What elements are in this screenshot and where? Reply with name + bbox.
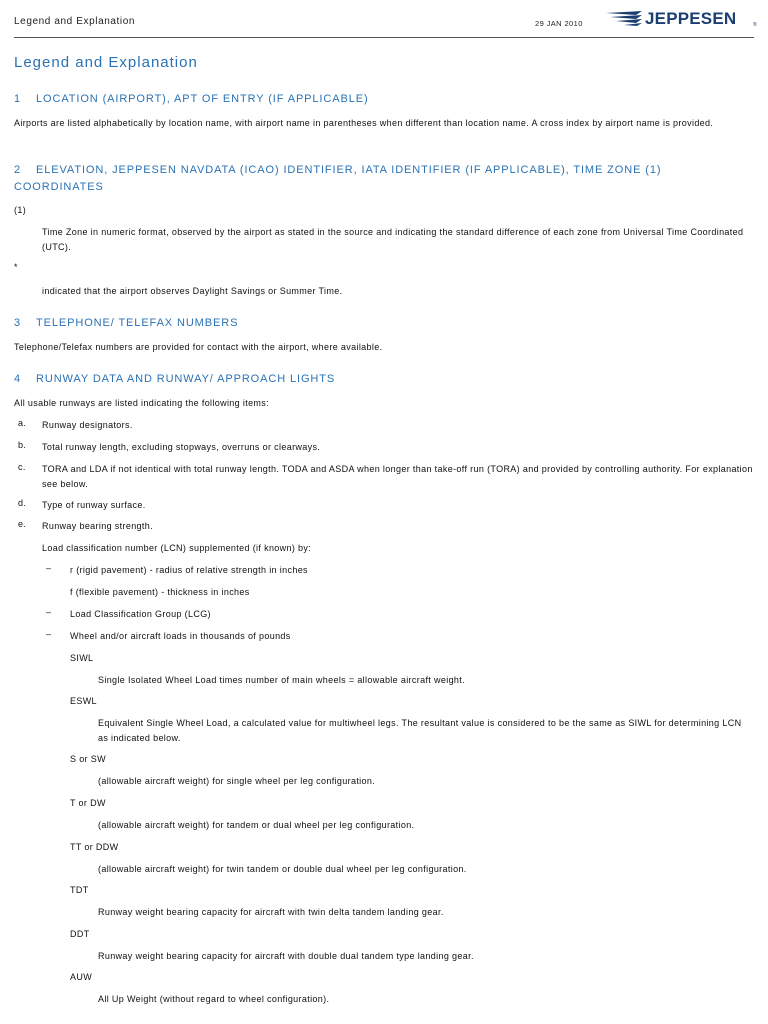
header-title: Legend and Explanation — [14, 16, 136, 27]
definition-term: DDT — [70, 929, 90, 939]
definition-term: ESWL — [70, 696, 97, 706]
section-heading-text: TELEPHONE/ TELEFAX NUMBERS — [36, 317, 239, 329]
rigid-pavement-item: r (rigid pavement) - radius of relative strength in inches — [70, 565, 308, 575]
time-zone-label: (1) — [14, 205, 27, 215]
section-2-heading — [14, 162, 754, 196]
definition-description: (allowable aircraft weight) for tandem or dual wheel per leg configuration. — [98, 820, 415, 830]
wheel-loads-item: Wheel and/or aircraft loads in thousands of pounds — [70, 631, 291, 641]
definition-term: SIWL — [70, 653, 94, 663]
list-item: Type of runway surface. — [42, 500, 146, 510]
runway-intro: All usable runways are listed indicating the following items: — [14, 398, 269, 408]
definition-description: Equivalent Single Wheel Load, a calculated value for multiwheel legs. The resultant value is considered to be the same as SIWL for determining LCN as indicated below. — [98, 718, 742, 743]
flexible-pavement-item: f (flexible pavement) - thickness in inches — [70, 587, 250, 597]
list-marker: c. — [18, 462, 26, 472]
definition-description: Runway weight bearing capacity for aircraft with twin delta tandem landing gear. — [98, 907, 444, 917]
section-1-heading — [14, 91, 754, 108]
section-3-body: Telephone/Telefax numbers are provided for contact with the airport, where available. — [14, 342, 383, 352]
section-number: 1 — [14, 93, 22, 105]
dst-label: * — [14, 262, 18, 272]
lcn-intro: Load classification number (LCN) supplemented (if known) by: — [42, 543, 312, 553]
section-number: 4 — [14, 373, 22, 385]
definition-description: (allowable aircraft weight) for single wheel per leg configuration. — [98, 776, 376, 786]
definition-term: AUW — [70, 972, 93, 982]
list-item: Total runway length, excluding stopways, overruns or clearways. — [42, 442, 321, 452]
definition-term: T or DW — [70, 798, 106, 808]
time-zone-description: Time Zone in numeric format, observed by the airport as stated in the source and indicating the standard difference of each zone from Universal Time Coordinated (UTC). — [42, 227, 744, 252]
dash-marker: – — [46, 629, 52, 639]
section-number: 2 — [14, 164, 22, 176]
section-3-heading — [14, 315, 754, 332]
section-1-body: Airports are listed alphabetically by location name, with airport name in parentheses when different than location name. A cross index by airport name is provided. — [14, 118, 714, 128]
section-4-heading — [14, 371, 754, 388]
definition-description: All Up Weight (without regard to wheel configuration). — [98, 994, 330, 1004]
dash-marker: – — [46, 607, 52, 617]
list-item: Runway designators. — [42, 420, 133, 430]
definition-description: Runway weight bearing capacity for aircraft with double dual tandem type landing gear. — [98, 951, 474, 961]
section-heading-text: LOCATION (AIRPORT), APT OF ENTRY (IF APPLICABLE) — [36, 93, 369, 105]
definition-term: S or SW — [70, 754, 106, 764]
brand-name: JEPPESEN — [645, 9, 737, 28]
lcg-item: Load Classification Group (LCG) — [70, 609, 211, 619]
definition-term: TDT — [70, 885, 89, 895]
dst-description: indicated that the airport observes Daylight Savings or Summer Time. — [42, 286, 343, 296]
list-item: Runway bearing strength. — [42, 521, 153, 531]
section-number: 3 — [14, 317, 22, 329]
header-date: 29 JAN 2010 — [535, 19, 583, 28]
dash-marker: – — [46, 563, 52, 573]
list-marker: b. — [18, 440, 27, 450]
section-heading-text: ELEVATION, JEPPESEN NAVDATA (ICAO) IDENTIFIER, IATA IDENTIFIER (IF APPLICABLE), TIME ZONE (1) COORDINATES — [14, 164, 662, 193]
definition-description: (allowable aircraft weight) for twin tandem or double dual wheel per leg configuration. — [98, 864, 467, 874]
page-title: Legend and Explanation — [14, 54, 198, 71]
list-marker: d. — [18, 498, 27, 508]
list-item: TORA and LDA if not identical with total runway length. TODA and ASDA when longer than take-off run (TORA) and provided by controlling authority. For explanation see below. — [42, 464, 753, 489]
registered-mark: ® — [753, 22, 758, 28]
definition-description: Single Isolated Wheel Load times number of main wheels = allowable aircraft weight. — [98, 675, 465, 685]
definition-term: TT or DDW — [70, 842, 119, 852]
section-heading-text: RUNWAY DATA AND RUNWAY/ APPROACH LIGHTS — [36, 373, 336, 385]
list-marker: e. — [18, 519, 27, 529]
list-marker: a. — [18, 418, 27, 428]
